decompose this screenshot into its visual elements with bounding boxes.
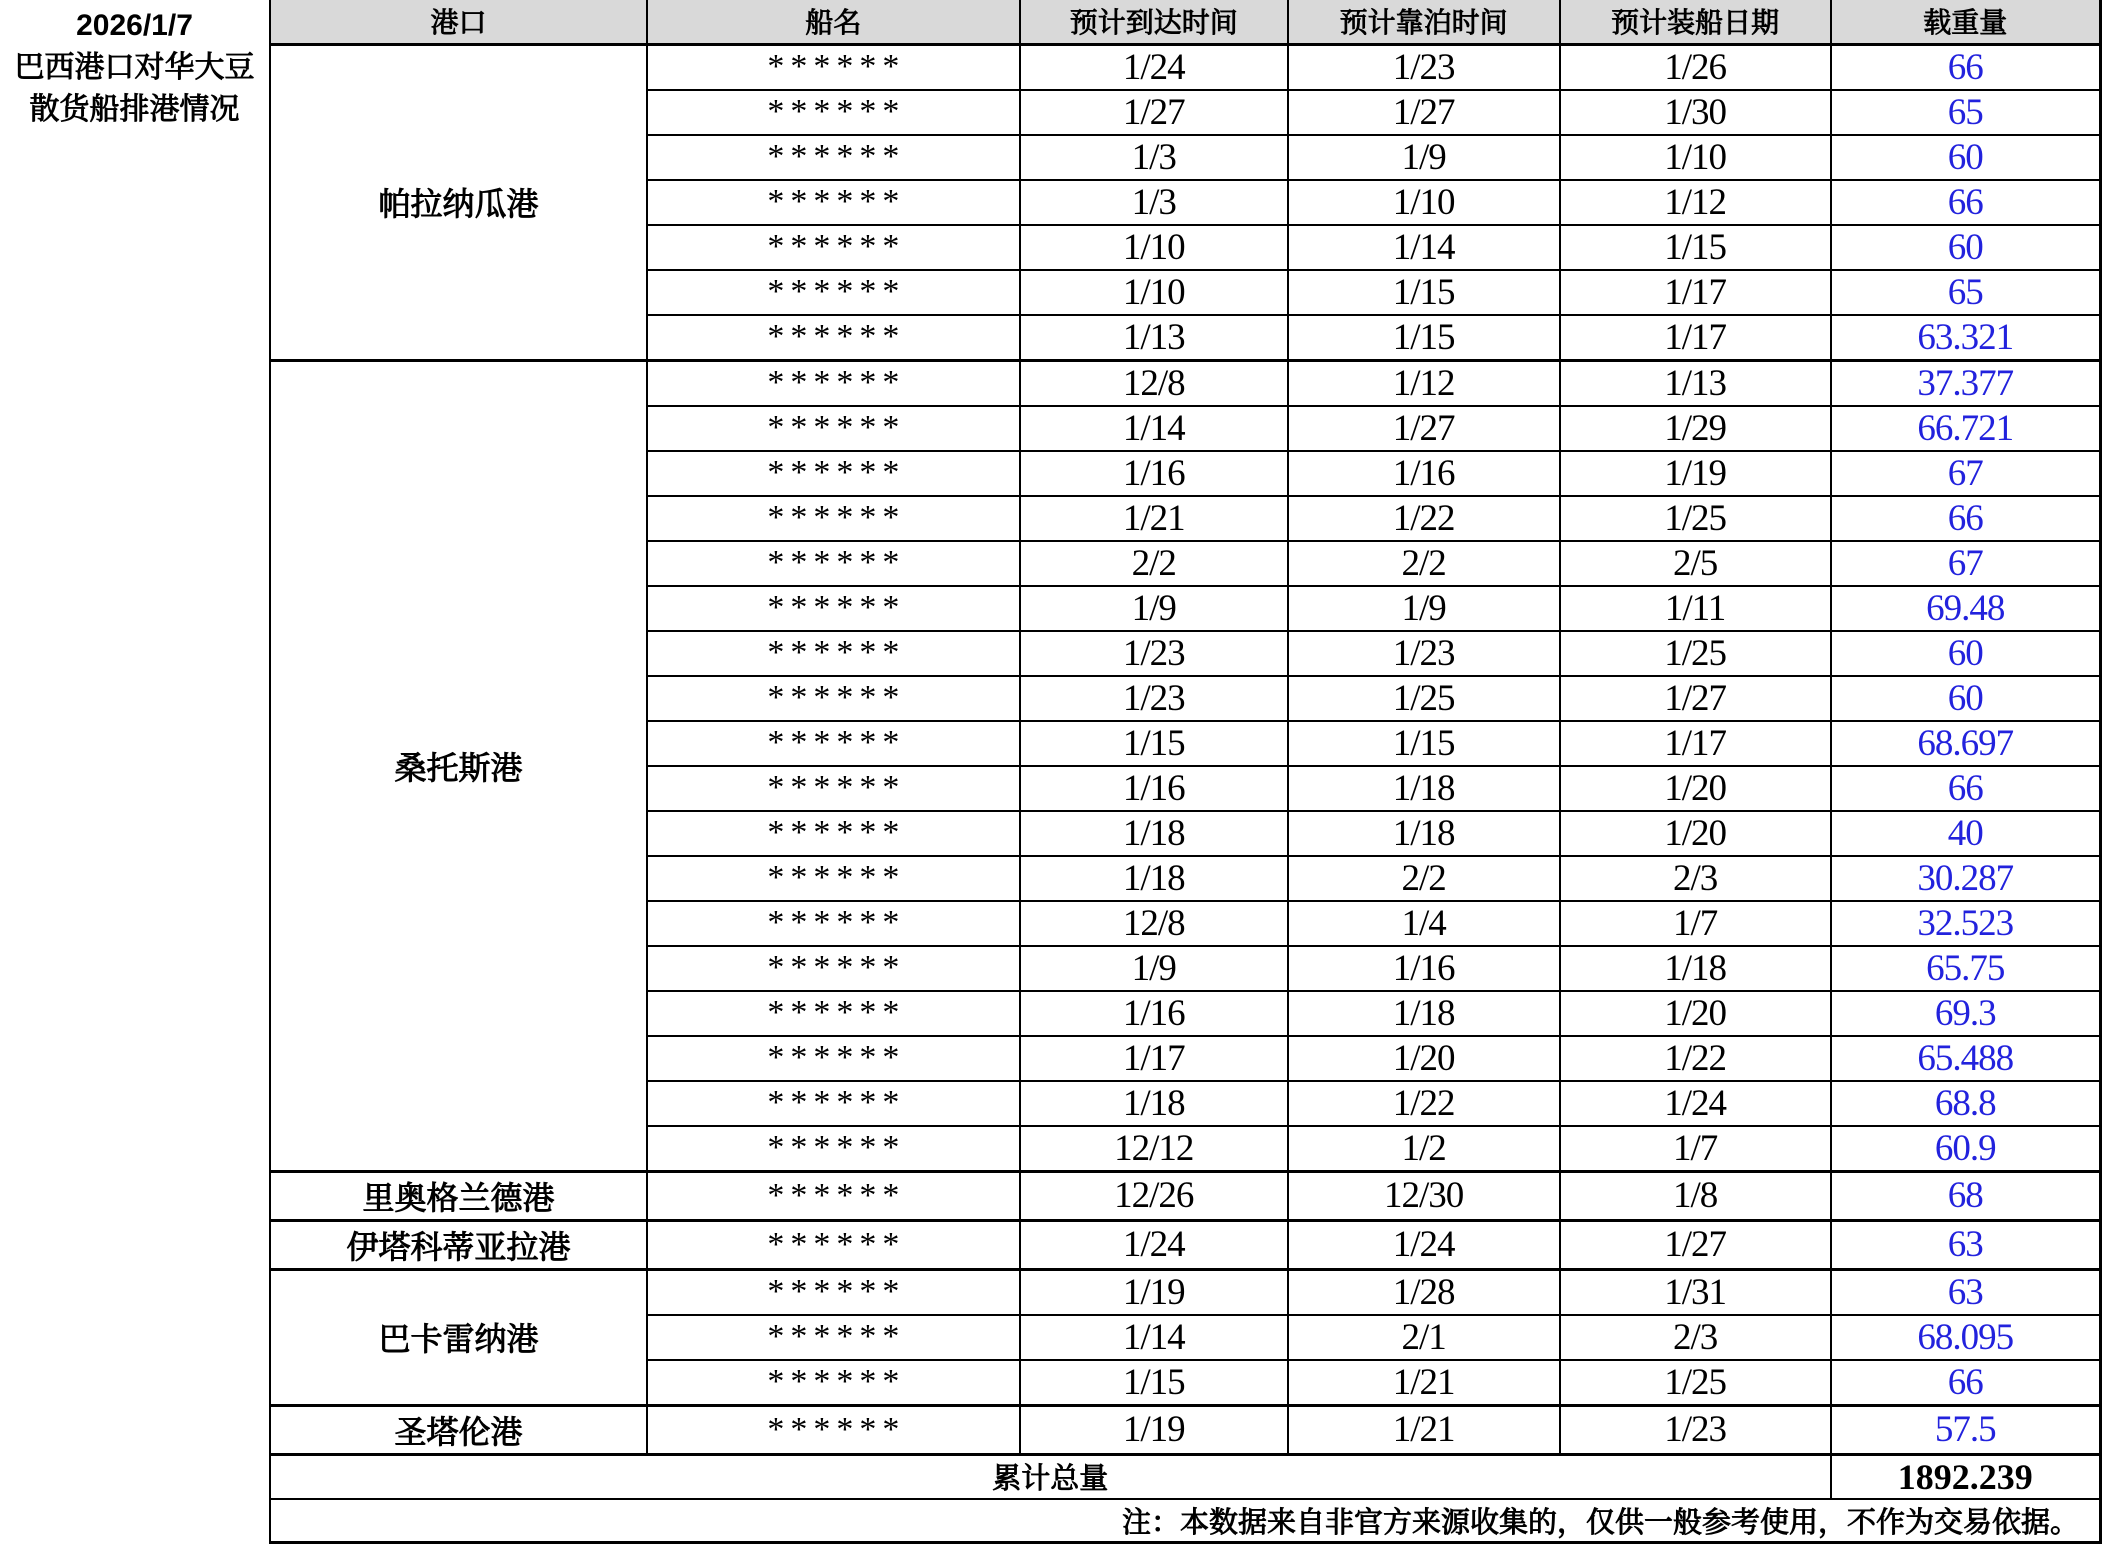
table-row <box>270 1220 2101 1269</box>
berth-cell: 1/14 <box>1288 225 1560 270</box>
arrival-cell: 1/9 <box>1020 586 1288 631</box>
dwt-cell: 65 <box>1831 90 2101 135</box>
dwt-cell: 66 <box>1831 766 2101 811</box>
port-name-cell: 里奥格兰德港 <box>270 1171 647 1220</box>
dwt-cell: 60 <box>1831 676 2101 721</box>
dwt-cell: 68.697 <box>1831 721 2101 766</box>
schedule-table <box>269 0 2102 1544</box>
loading-cell: 1/20 <box>1560 991 1831 1036</box>
ship-name-cell: ****** <box>647 90 1020 135</box>
ship-name-cell: ****** <box>647 225 1020 270</box>
ship-name-cell: ****** <box>647 946 1020 991</box>
loading-cell: 1/19 <box>1560 451 1831 496</box>
ship-name-cell: ****** <box>647 406 1020 451</box>
ship-name-cell: ****** <box>647 1315 1020 1360</box>
dwt-cell: 68.8 <box>1831 1081 2101 1126</box>
arrival-cell: 1/10 <box>1020 270 1288 315</box>
berth-cell: 1/27 <box>1288 406 1560 451</box>
port-name-cell: 圣塔伦港 <box>270 1405 647 1454</box>
loading-cell: 1/20 <box>1560 811 1831 856</box>
berth-cell: 1/15 <box>1288 315 1560 361</box>
loading-cell: 1/25 <box>1560 496 1831 541</box>
arrival-cell: 1/16 <box>1020 451 1288 496</box>
report-title-line2: 散货船排港情况 <box>29 93 240 126</box>
port-name-cell: 伊塔科蒂亚拉港 <box>270 1220 647 1269</box>
title-block <box>0 0 269 131</box>
loading-cell: 1/17 <box>1560 721 1831 766</box>
loading-cell: 2/3 <box>1560 1315 1831 1360</box>
port-name-cell: 巴卡雷纳港 <box>270 1269 647 1405</box>
berth-cell: 1/18 <box>1288 811 1560 856</box>
table-row <box>270 1269 2101 1315</box>
loading-cell: 1/27 <box>1560 676 1831 721</box>
ship-name-cell: ****** <box>647 991 1020 1036</box>
loading-cell: 1/22 <box>1560 1036 1831 1081</box>
berth-cell: 1/23 <box>1288 44 1560 90</box>
loading-cell: 1/25 <box>1560 1360 1831 1406</box>
ship-name-cell: ****** <box>647 631 1020 676</box>
total-label-cell: 累计总量 <box>270 1454 1831 1499</box>
ship-name-cell: ****** <box>647 360 1020 406</box>
ship-name-cell: ****** <box>647 1126 1020 1172</box>
berth-cell: 1/10 <box>1288 180 1560 225</box>
berth-cell: 1/25 <box>1288 676 1560 721</box>
loading-cell: 1/13 <box>1560 360 1831 406</box>
dwt-cell: 60 <box>1831 135 2101 180</box>
dwt-cell: 60.9 <box>1831 1126 2101 1172</box>
berth-cell: 1/16 <box>1288 451 1560 496</box>
berth-cell: 1/23 <box>1288 631 1560 676</box>
loading-cell: 1/8 <box>1560 1171 1831 1220</box>
dwt-cell: 67 <box>1831 541 2101 586</box>
loading-cell: 1/25 <box>1560 631 1831 676</box>
ship-name-cell: ****** <box>647 586 1020 631</box>
arrival-cell: 1/17 <box>1020 1036 1288 1081</box>
dwt-cell: 67 <box>1831 451 2101 496</box>
disclaimer-note: 注：本数据来自非官方来源收集的，仅供一般参考使用，不作为交易依据。 <box>270 1499 2101 1543</box>
loading-cell: 1/20 <box>1560 766 1831 811</box>
berth-cell: 1/18 <box>1288 991 1560 1036</box>
dwt-cell: 65.488 <box>1831 1036 2101 1081</box>
col-header-loading: 预计装船日期 <box>1560 0 1831 44</box>
dwt-cell: 68 <box>1831 1171 2101 1220</box>
col-header-berth: 预计靠泊时间 <box>1288 0 1560 44</box>
dwt-cell: 68.095 <box>1831 1315 2101 1360</box>
ship-name-cell: ****** <box>647 721 1020 766</box>
berth-cell: 1/12 <box>1288 360 1560 406</box>
arrival-cell: 1/16 <box>1020 991 1288 1036</box>
dwt-cell: 30.287 <box>1831 856 2101 901</box>
berth-cell: 1/16 <box>1288 946 1560 991</box>
ship-name-cell: ****** <box>647 1081 1020 1126</box>
loading-cell: 1/10 <box>1560 135 1831 180</box>
arrival-cell: 1/16 <box>1020 766 1288 811</box>
berth-cell: 1/22 <box>1288 1081 1560 1126</box>
col-header-dwt: 载重量 <box>1831 0 2101 44</box>
arrival-cell: 2/2 <box>1020 541 1288 586</box>
berth-cell: 1/20 <box>1288 1036 1560 1081</box>
arrival-cell: 1/21 <box>1020 496 1288 541</box>
dwt-cell: 63.321 <box>1831 315 2101 361</box>
loading-cell: 1/17 <box>1560 315 1831 361</box>
dwt-cell: 66 <box>1831 180 2101 225</box>
ship-name-cell: ****** <box>647 496 1020 541</box>
berth-cell: 1/2 <box>1288 1126 1560 1172</box>
arrival-cell: 1/13 <box>1020 315 1288 361</box>
table-row <box>270 360 2101 406</box>
arrival-cell: 1/23 <box>1020 631 1288 676</box>
loading-cell: 1/17 <box>1560 270 1831 315</box>
header-row <box>270 0 2101 44</box>
arrival-cell: 12/8 <box>1020 901 1288 946</box>
ship-name-cell: ****** <box>647 901 1020 946</box>
arrival-cell: 1/14 <box>1020 1315 1288 1360</box>
berth-cell: 1/15 <box>1288 721 1560 766</box>
berth-cell: 12/30 <box>1288 1171 1560 1220</box>
ship-name-cell: ****** <box>647 1171 1020 1220</box>
total-value-cell: 1892.239 <box>1831 1454 2101 1499</box>
arrival-cell: 1/15 <box>1020 1360 1288 1406</box>
dwt-cell: 65 <box>1831 270 2101 315</box>
dwt-cell: 40 <box>1831 811 2101 856</box>
arrival-cell: 12/8 <box>1020 360 1288 406</box>
arrival-cell: 12/26 <box>1020 1171 1288 1220</box>
ship-name-cell: ****** <box>647 811 1020 856</box>
arrival-cell: 1/27 <box>1020 90 1288 135</box>
arrival-cell: 1/10 <box>1020 225 1288 270</box>
dwt-cell: 32.523 <box>1831 901 2101 946</box>
ship-name-cell: ****** <box>647 180 1020 225</box>
ship-name-cell: ****** <box>647 135 1020 180</box>
arrival-cell: 1/19 <box>1020 1269 1288 1315</box>
note-row <box>270 1499 2101 1543</box>
arrival-cell: 1/24 <box>1020 1220 1288 1269</box>
arrival-cell: 1/18 <box>1020 1081 1288 1126</box>
dwt-cell: 60 <box>1831 225 2101 270</box>
arrival-cell: 1/18 <box>1020 856 1288 901</box>
berth-cell: 1/21 <box>1288 1405 1560 1454</box>
berth-cell: 1/27 <box>1288 90 1560 135</box>
berth-cell: 2/2 <box>1288 856 1560 901</box>
dwt-cell: 66.721 <box>1831 406 2101 451</box>
arrival-cell: 12/12 <box>1020 1126 1288 1172</box>
berth-cell: 1/15 <box>1288 270 1560 315</box>
table-row <box>270 1405 2101 1454</box>
loading-cell: 1/15 <box>1560 225 1831 270</box>
dwt-cell: 63 <box>1831 1269 2101 1315</box>
dwt-cell: 63 <box>1831 1220 2101 1269</box>
loading-cell: 1/23 <box>1560 1405 1831 1454</box>
dwt-cell: 66 <box>1831 44 2101 90</box>
arrival-cell: 1/19 <box>1020 1405 1288 1454</box>
ship-name-cell: ****** <box>647 676 1020 721</box>
col-header-arrival: 预计到达时间 <box>1020 0 1288 44</box>
arrival-cell: 1/3 <box>1020 135 1288 180</box>
berth-cell: 1/4 <box>1288 901 1560 946</box>
berth-cell: 2/1 <box>1288 1315 1560 1360</box>
ship-name-cell: ****** <box>647 451 1020 496</box>
loading-cell: 1/27 <box>1560 1220 1831 1269</box>
ship-name-cell: ****** <box>647 1036 1020 1081</box>
report-date: 2026/1/7 <box>76 9 193 42</box>
berth-cell: 1/21 <box>1288 1360 1560 1406</box>
loading-cell: 1/26 <box>1560 44 1831 90</box>
dwt-cell: 65.75 <box>1831 946 2101 991</box>
berth-cell: 1/9 <box>1288 586 1560 631</box>
dwt-cell: 69.3 <box>1831 991 2101 1036</box>
loading-cell: 1/31 <box>1560 1269 1831 1315</box>
ship-name-cell: ****** <box>647 1405 1020 1454</box>
ship-name-cell: ****** <box>647 766 1020 811</box>
dwt-cell: 57.5 <box>1831 1405 2101 1454</box>
arrival-cell: 1/14 <box>1020 406 1288 451</box>
berth-cell: 1/24 <box>1288 1220 1560 1269</box>
col-header-ship: 船名 <box>647 0 1020 44</box>
loading-cell: 1/7 <box>1560 901 1831 946</box>
dwt-cell: 37.377 <box>1831 360 2101 406</box>
total-row <box>270 1454 2101 1499</box>
arrival-cell: 1/23 <box>1020 676 1288 721</box>
ship-name-cell: ****** <box>647 315 1020 361</box>
berth-cell: 1/18 <box>1288 766 1560 811</box>
berth-cell: 2/2 <box>1288 541 1560 586</box>
arrival-cell: 1/18 <box>1020 811 1288 856</box>
dwt-cell: 69.48 <box>1831 586 2101 631</box>
arrival-cell: 1/24 <box>1020 44 1288 90</box>
loading-cell: 2/5 <box>1560 541 1831 586</box>
col-header-port: 港口 <box>270 0 647 44</box>
berth-cell: 1/28 <box>1288 1269 1560 1315</box>
ship-name-cell: ****** <box>647 270 1020 315</box>
loading-cell: 1/18 <box>1560 946 1831 991</box>
arrival-cell: 1/15 <box>1020 721 1288 766</box>
loading-cell: 1/24 <box>1560 1081 1831 1126</box>
berth-cell: 1/22 <box>1288 496 1560 541</box>
loading-cell: 1/12 <box>1560 180 1831 225</box>
berth-cell: 1/9 <box>1288 135 1560 180</box>
arrival-cell: 1/9 <box>1020 946 1288 991</box>
loading-cell: 1/7 <box>1560 1126 1831 1172</box>
dwt-cell: 60 <box>1831 631 2101 676</box>
port-name-cell: 帕拉纳瓜港 <box>270 44 647 360</box>
report-title-line1: 巴西港口对华大豆 <box>14 51 255 84</box>
loading-cell: 1/29 <box>1560 406 1831 451</box>
loading-cell: 1/30 <box>1560 90 1831 135</box>
ship-name-cell: ****** <box>647 44 1020 90</box>
ship-name-cell: ****** <box>647 1360 1020 1406</box>
arrival-cell: 1/3 <box>1020 180 1288 225</box>
ship-name-cell: ****** <box>647 1220 1020 1269</box>
table-row <box>270 1171 2101 1220</box>
ship-name-cell: ****** <box>647 541 1020 586</box>
ship-name-cell: ****** <box>647 1269 1020 1315</box>
ship-name-cell: ****** <box>647 856 1020 901</box>
loading-cell: 1/11 <box>1560 586 1831 631</box>
port-name-cell: 桑托斯港 <box>270 360 647 1171</box>
loading-cell: 2/3 <box>1560 856 1831 901</box>
dwt-cell: 66 <box>1831 496 2101 541</box>
dwt-cell: 66 <box>1831 1360 2101 1406</box>
table-row <box>270 44 2101 90</box>
